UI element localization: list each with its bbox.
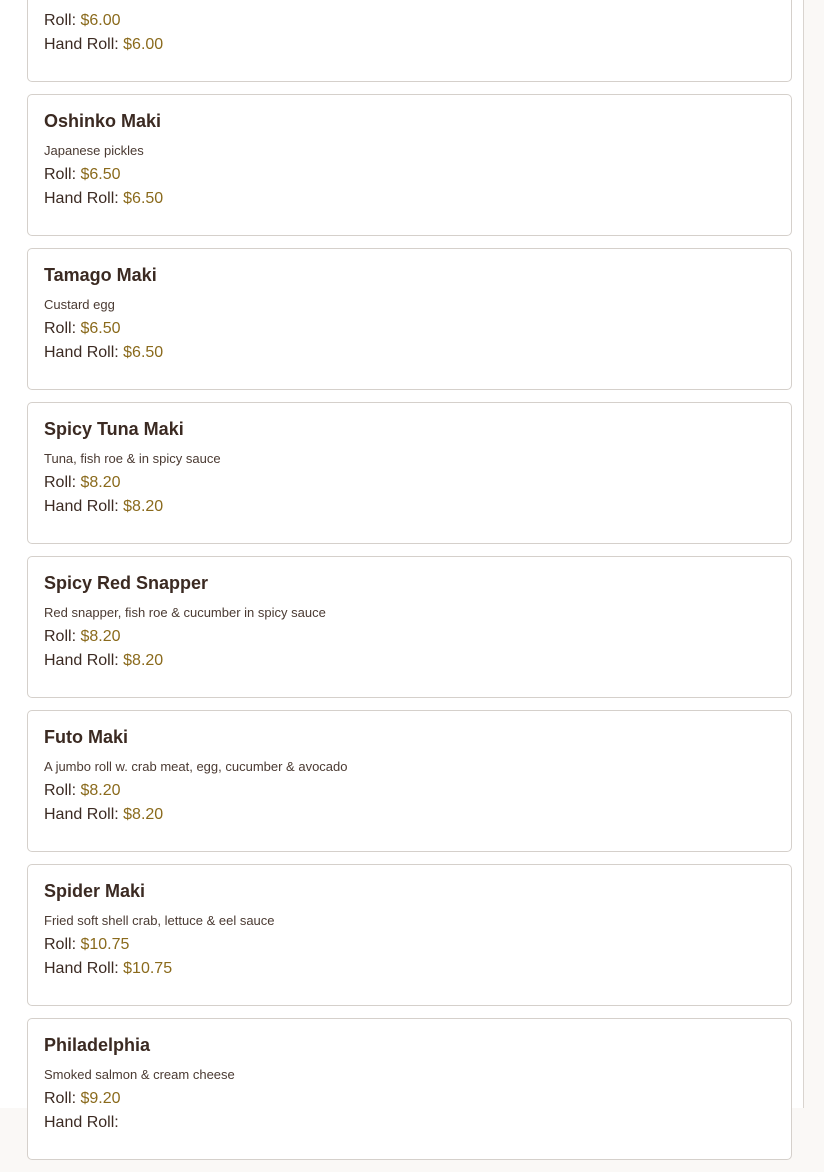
hand-roll-price: $6.50	[123, 344, 164, 361]
menu-item-list	[27, 0, 792, 1172]
menu-item-card[interactable]	[27, 864, 792, 1006]
menu-item-description: A jumbo roll w. crab meat, egg, cucumber & avocado	[44, 759, 348, 774]
hand-roll-label: Hand Roll:	[44, 1114, 119, 1131]
roll-price-row	[44, 9, 775, 33]
roll-price-row	[44, 471, 775, 495]
menu-item-card[interactable]	[27, 710, 792, 852]
roll-price-row	[44, 1087, 775, 1111]
menu-item-description: Smoked salmon & cream cheese	[44, 1067, 235, 1082]
menu-item-description: Custard egg	[44, 297, 115, 312]
hand-roll-label: Hand Roll:	[44, 806, 119, 823]
roll-label: Roll:	[44, 474, 77, 491]
roll-label: Roll:	[44, 166, 77, 183]
hand-roll-price-row	[44, 33, 775, 57]
hand-roll-label: Hand Roll:	[44, 960, 119, 977]
menu-item-name: Spicy Red Snapper	[44, 573, 209, 593]
menu-item-name: Oshinko Maki	[44, 111, 162, 131]
menu-item-card[interactable]	[27, 1018, 792, 1160]
roll-price-row	[44, 163, 775, 187]
hand-roll-label: Hand Roll:	[44, 498, 119, 515]
roll-price-row	[44, 779, 775, 803]
roll-label: Roll:	[44, 320, 77, 337]
roll-label: Roll:	[44, 936, 77, 953]
menu-item-name: Tamago Maki	[44, 265, 157, 285]
hand-roll-price-row	[44, 649, 775, 673]
hand-roll-label: Hand Roll:	[44, 652, 119, 669]
roll-price-row	[44, 317, 775, 341]
roll-price: $10.75	[80, 936, 130, 953]
roll-label: Roll:	[44, 628, 77, 645]
hand-roll-price-row	[44, 341, 775, 365]
hand-roll-price-row	[44, 1111, 775, 1135]
hand-roll-price: $10.75	[123, 960, 173, 977]
menu-item-description: Fried soft shell crab, lettuce & eel sauce	[44, 913, 275, 928]
roll-label: Roll:	[44, 12, 77, 29]
hand-roll-price-row	[44, 495, 775, 519]
hand-roll-label: Hand Roll:	[44, 190, 119, 207]
hand-roll-price: $8.20	[123, 498, 164, 515]
hand-roll-price: $6.50	[123, 190, 164, 207]
roll-label: Roll:	[44, 782, 77, 799]
roll-price-row	[44, 625, 775, 649]
roll-price: $8.20	[80, 474, 121, 491]
roll-price-row	[44, 933, 775, 957]
menu-item-card[interactable]	[27, 94, 792, 236]
menu-item-card[interactable]	[27, 248, 792, 390]
hand-roll-price-row	[44, 803, 775, 827]
hand-roll-price: $6.00	[123, 36, 164, 53]
roll-price: $6.50	[80, 166, 121, 183]
menu-item-card[interactable]	[27, 556, 792, 698]
hand-roll-label: Hand Roll:	[44, 36, 119, 53]
roll-price: $6.00	[80, 12, 121, 29]
menu-item-description: Red snapper, fish roe & cucumber in spicy sauce	[44, 605, 326, 620]
hand-roll-price: $8.20	[123, 652, 164, 669]
menu-item-card[interactable]	[27, 402, 792, 544]
menu-item-description	[44, 0, 775, 6]
menu-item-name: Spicy Tuna Maki	[44, 419, 184, 439]
menu-item-description: Tuna, fish roe & in spicy sauce	[44, 451, 221, 466]
menu-item-name: Futo Maki	[44, 727, 128, 747]
hand-roll-price: $8.20	[123, 806, 164, 823]
roll-price: $6.50	[80, 320, 121, 337]
menu-item-name: Philadelphia	[44, 1035, 151, 1055]
menu-item-name: Spider Maki	[44, 881, 146, 901]
roll-label: Roll:	[44, 1090, 77, 1107]
roll-price: $8.20	[80, 628, 121, 645]
hand-roll-price-row	[44, 187, 775, 211]
roll-price: $9.20	[80, 1090, 121, 1107]
roll-price: $8.20	[80, 782, 121, 799]
menu-item-description: Japanese pickles	[44, 143, 144, 158]
hand-roll-label: Hand Roll:	[44, 344, 119, 361]
hand-roll-price-row	[44, 957, 775, 981]
menu-item-card[interactable]	[27, 0, 792, 82]
